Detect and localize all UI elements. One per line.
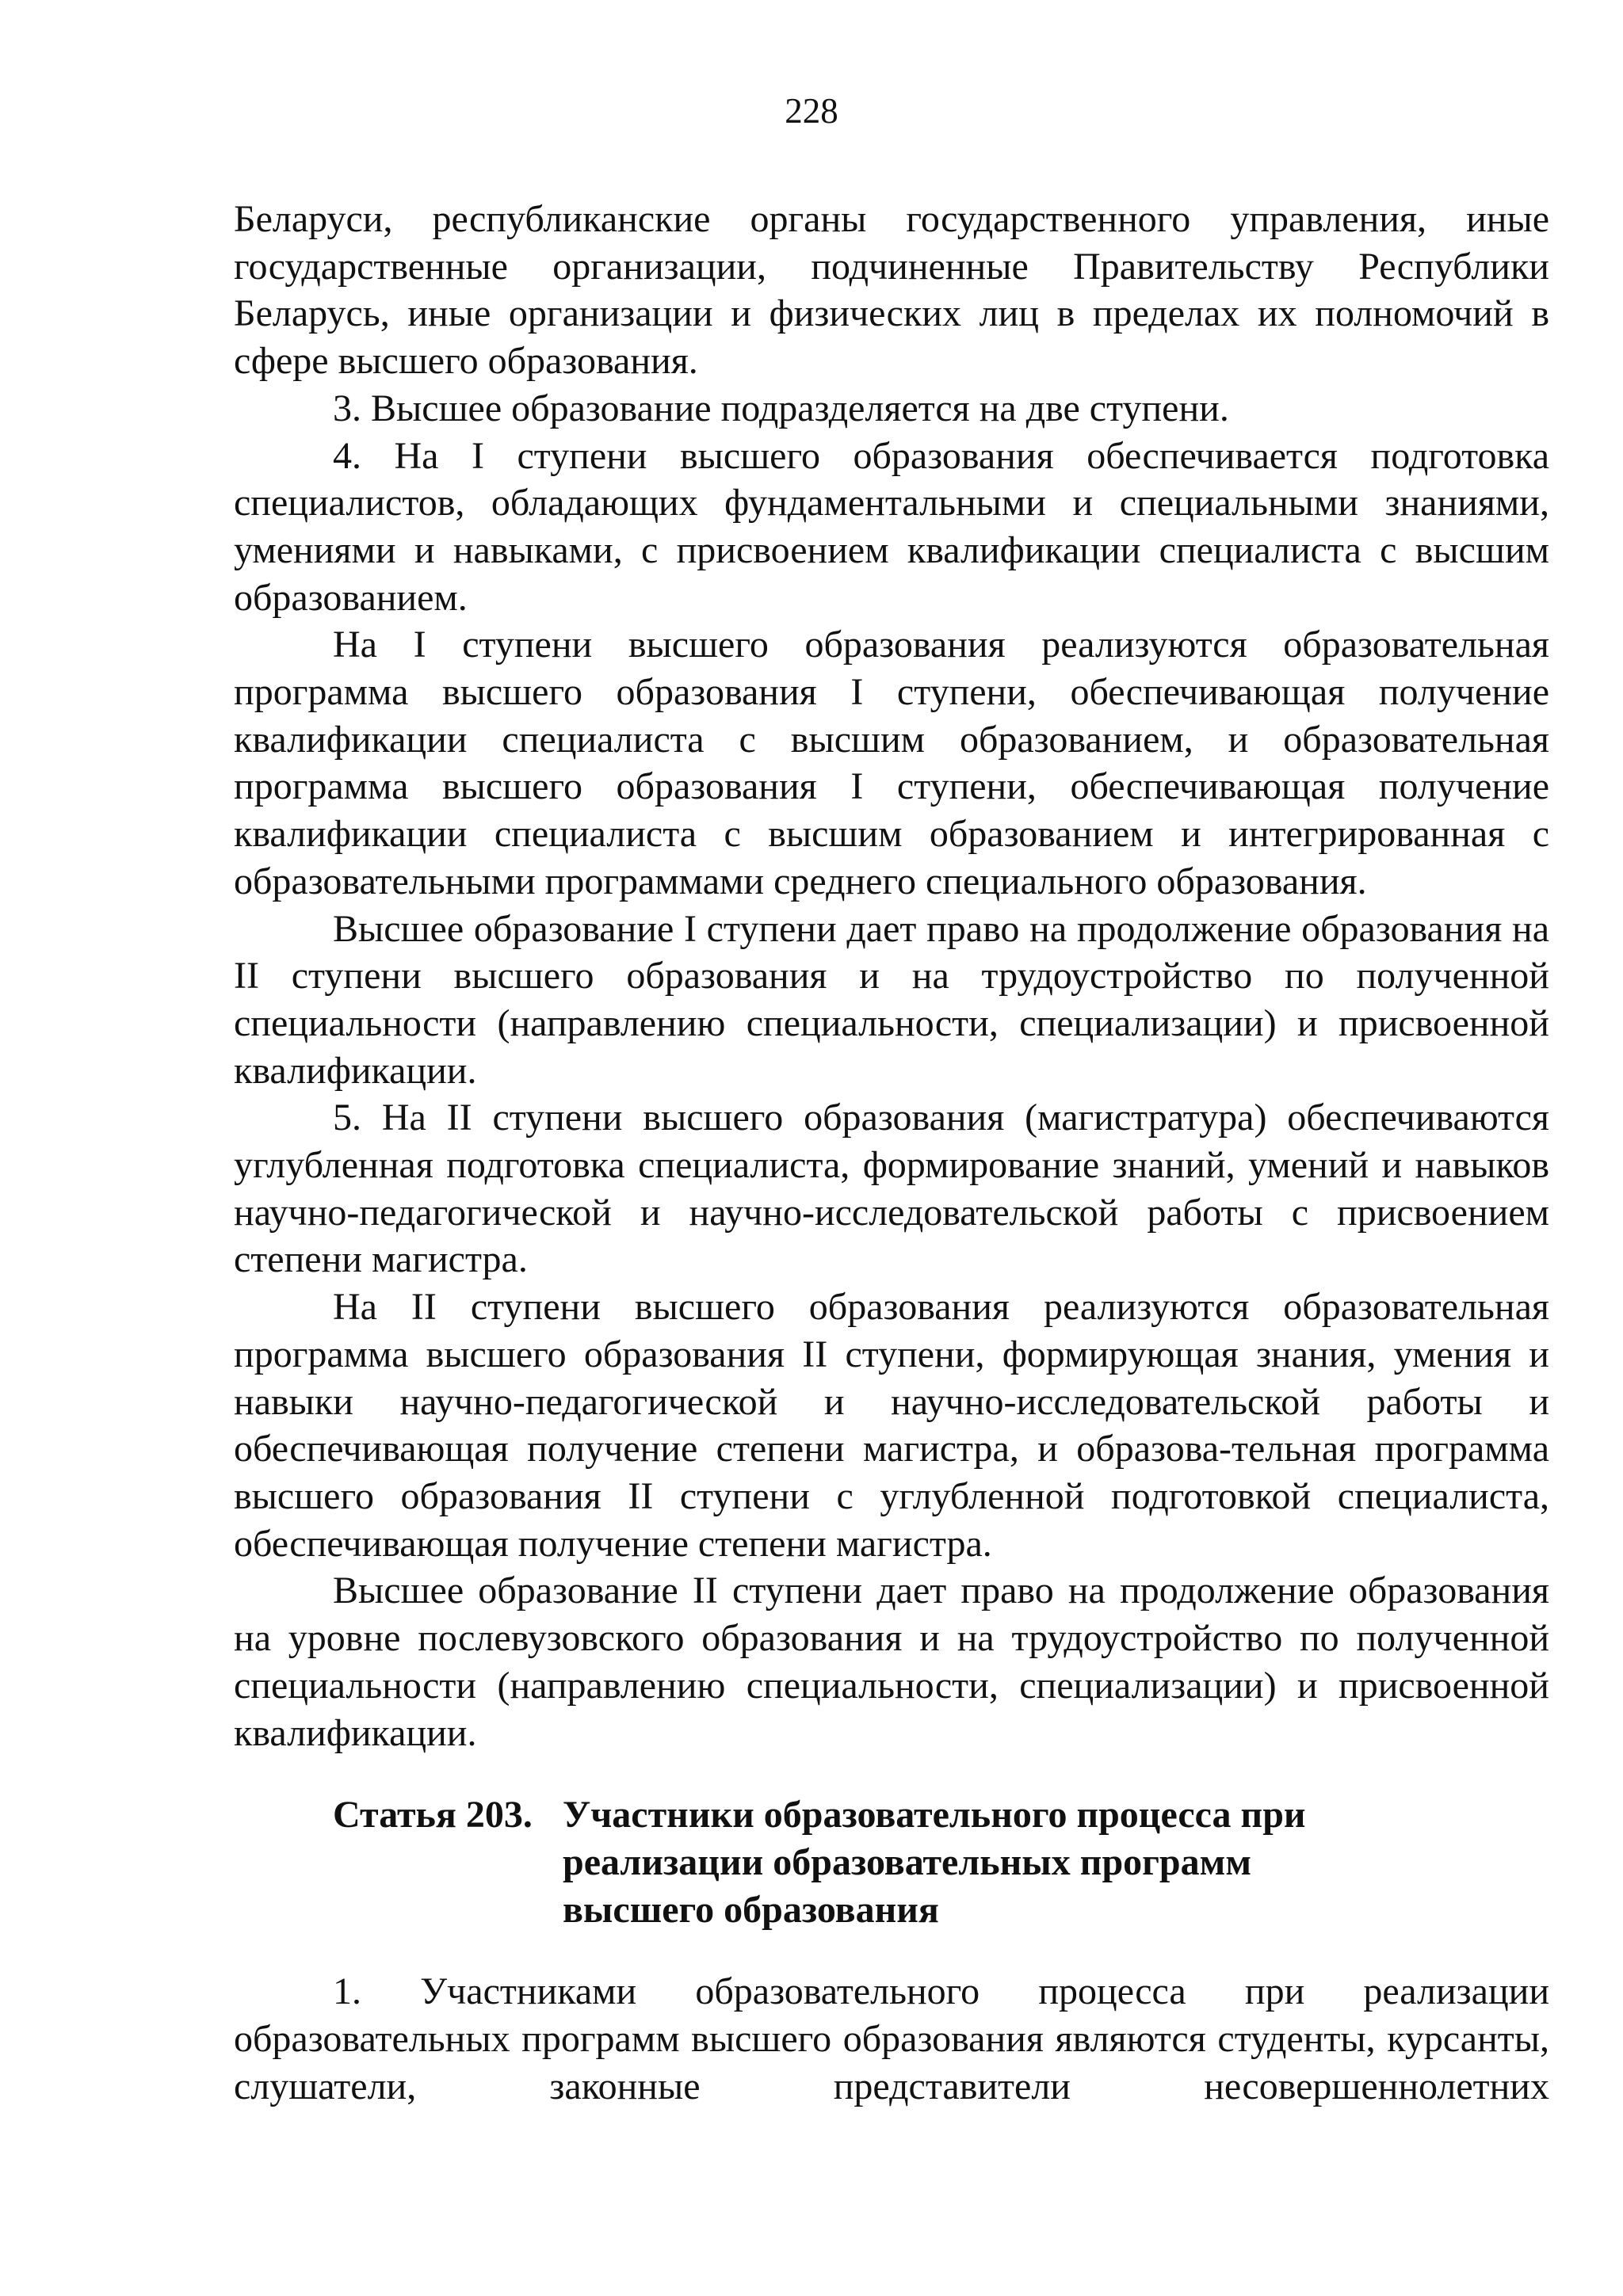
page-number: 228 [785, 91, 838, 131]
paragraph-continuation: Беларуси, республиканские органы государственного управления, иные государственные организации, подчиненные Правительству Республики Беларусь, иные организации и физических лиц в пределах их полномочий в сфере высшего образования. [234, 198, 1549, 383]
article-heading [234, 1791, 1549, 1933]
paragraph-item-3: 3. Высшее образование подразделяется на две ступени. [333, 387, 1229, 429]
paragraph-stage-1-rights: Высшее образование I ступени дает право на продолжение образования на II ступени высшего образования и на трудоустройство по полученной специальности (направлению специальности, специализации) и присвоенной квалификации. [234, 907, 1549, 1092]
paragraph-stage-1-programs: На I ступени высшего образования реализуются образовательная программа высшего образования I ступени, обеспечивающая получение квалификации специалиста с высшим образованием, и образовательная программа высшего образования I ступени, обеспечивающая получение квалификации специалиста с высшим образованием и интегрированная с образовательными программами среднего специального образования. [234, 624, 1549, 902]
document-body [234, 196, 1549, 2110]
paragraph-item-5: 5. На II ступени высшего образования (магистратура) обеспечиваются углубленная подготовка специалиста, формирование знаний, умений и навыков научно-педагогической и научно-исследовательской работы с присвоением степени магистра. [234, 1097, 1549, 1281]
paragraph-item-4: 4. На I ступени высшего образования обеспечивается подготовка специалистов, обладающих фундаментальными и специальными знаниями, умениями и навыками, с присвоением квалификации специалиста с высшим образованием. [234, 434, 1549, 619]
article-number: Статья 203. [333, 1794, 533, 1836]
paragraph-stage-2-programs: На II ступени высшего образования реализуются образовательная программа высшего образования II ступени, формирующая знания, умения и навыки научно-педагогической и научно-исследовательской работы и обеспечивающая получение степени магистра, и образова-тельная программа высшего образования II ступени с углубленной подготовкой специалиста, обеспечивающая получение степени магистра. [234, 1286, 1549, 1565]
article-title: Участники образовательного процесса при реализации образовательных программ высшего образования [563, 1794, 1306, 1931]
paragraph-stage-2-rights: Высшее образование II ступени дает право на продолжение образования на уровне послевузовского образования и на трудоустройство по полученной специальности (направлению специальности, специализации) и присвоенной квалификации. [234, 1569, 1549, 1754]
paragraph-article-203-item-1: 1. Участниками образовательного процесса при реализации образовательных программ высшего образования являются студенты, курсанты, слушатели, законные представители несовершеннолетних [234, 1970, 1549, 2107]
